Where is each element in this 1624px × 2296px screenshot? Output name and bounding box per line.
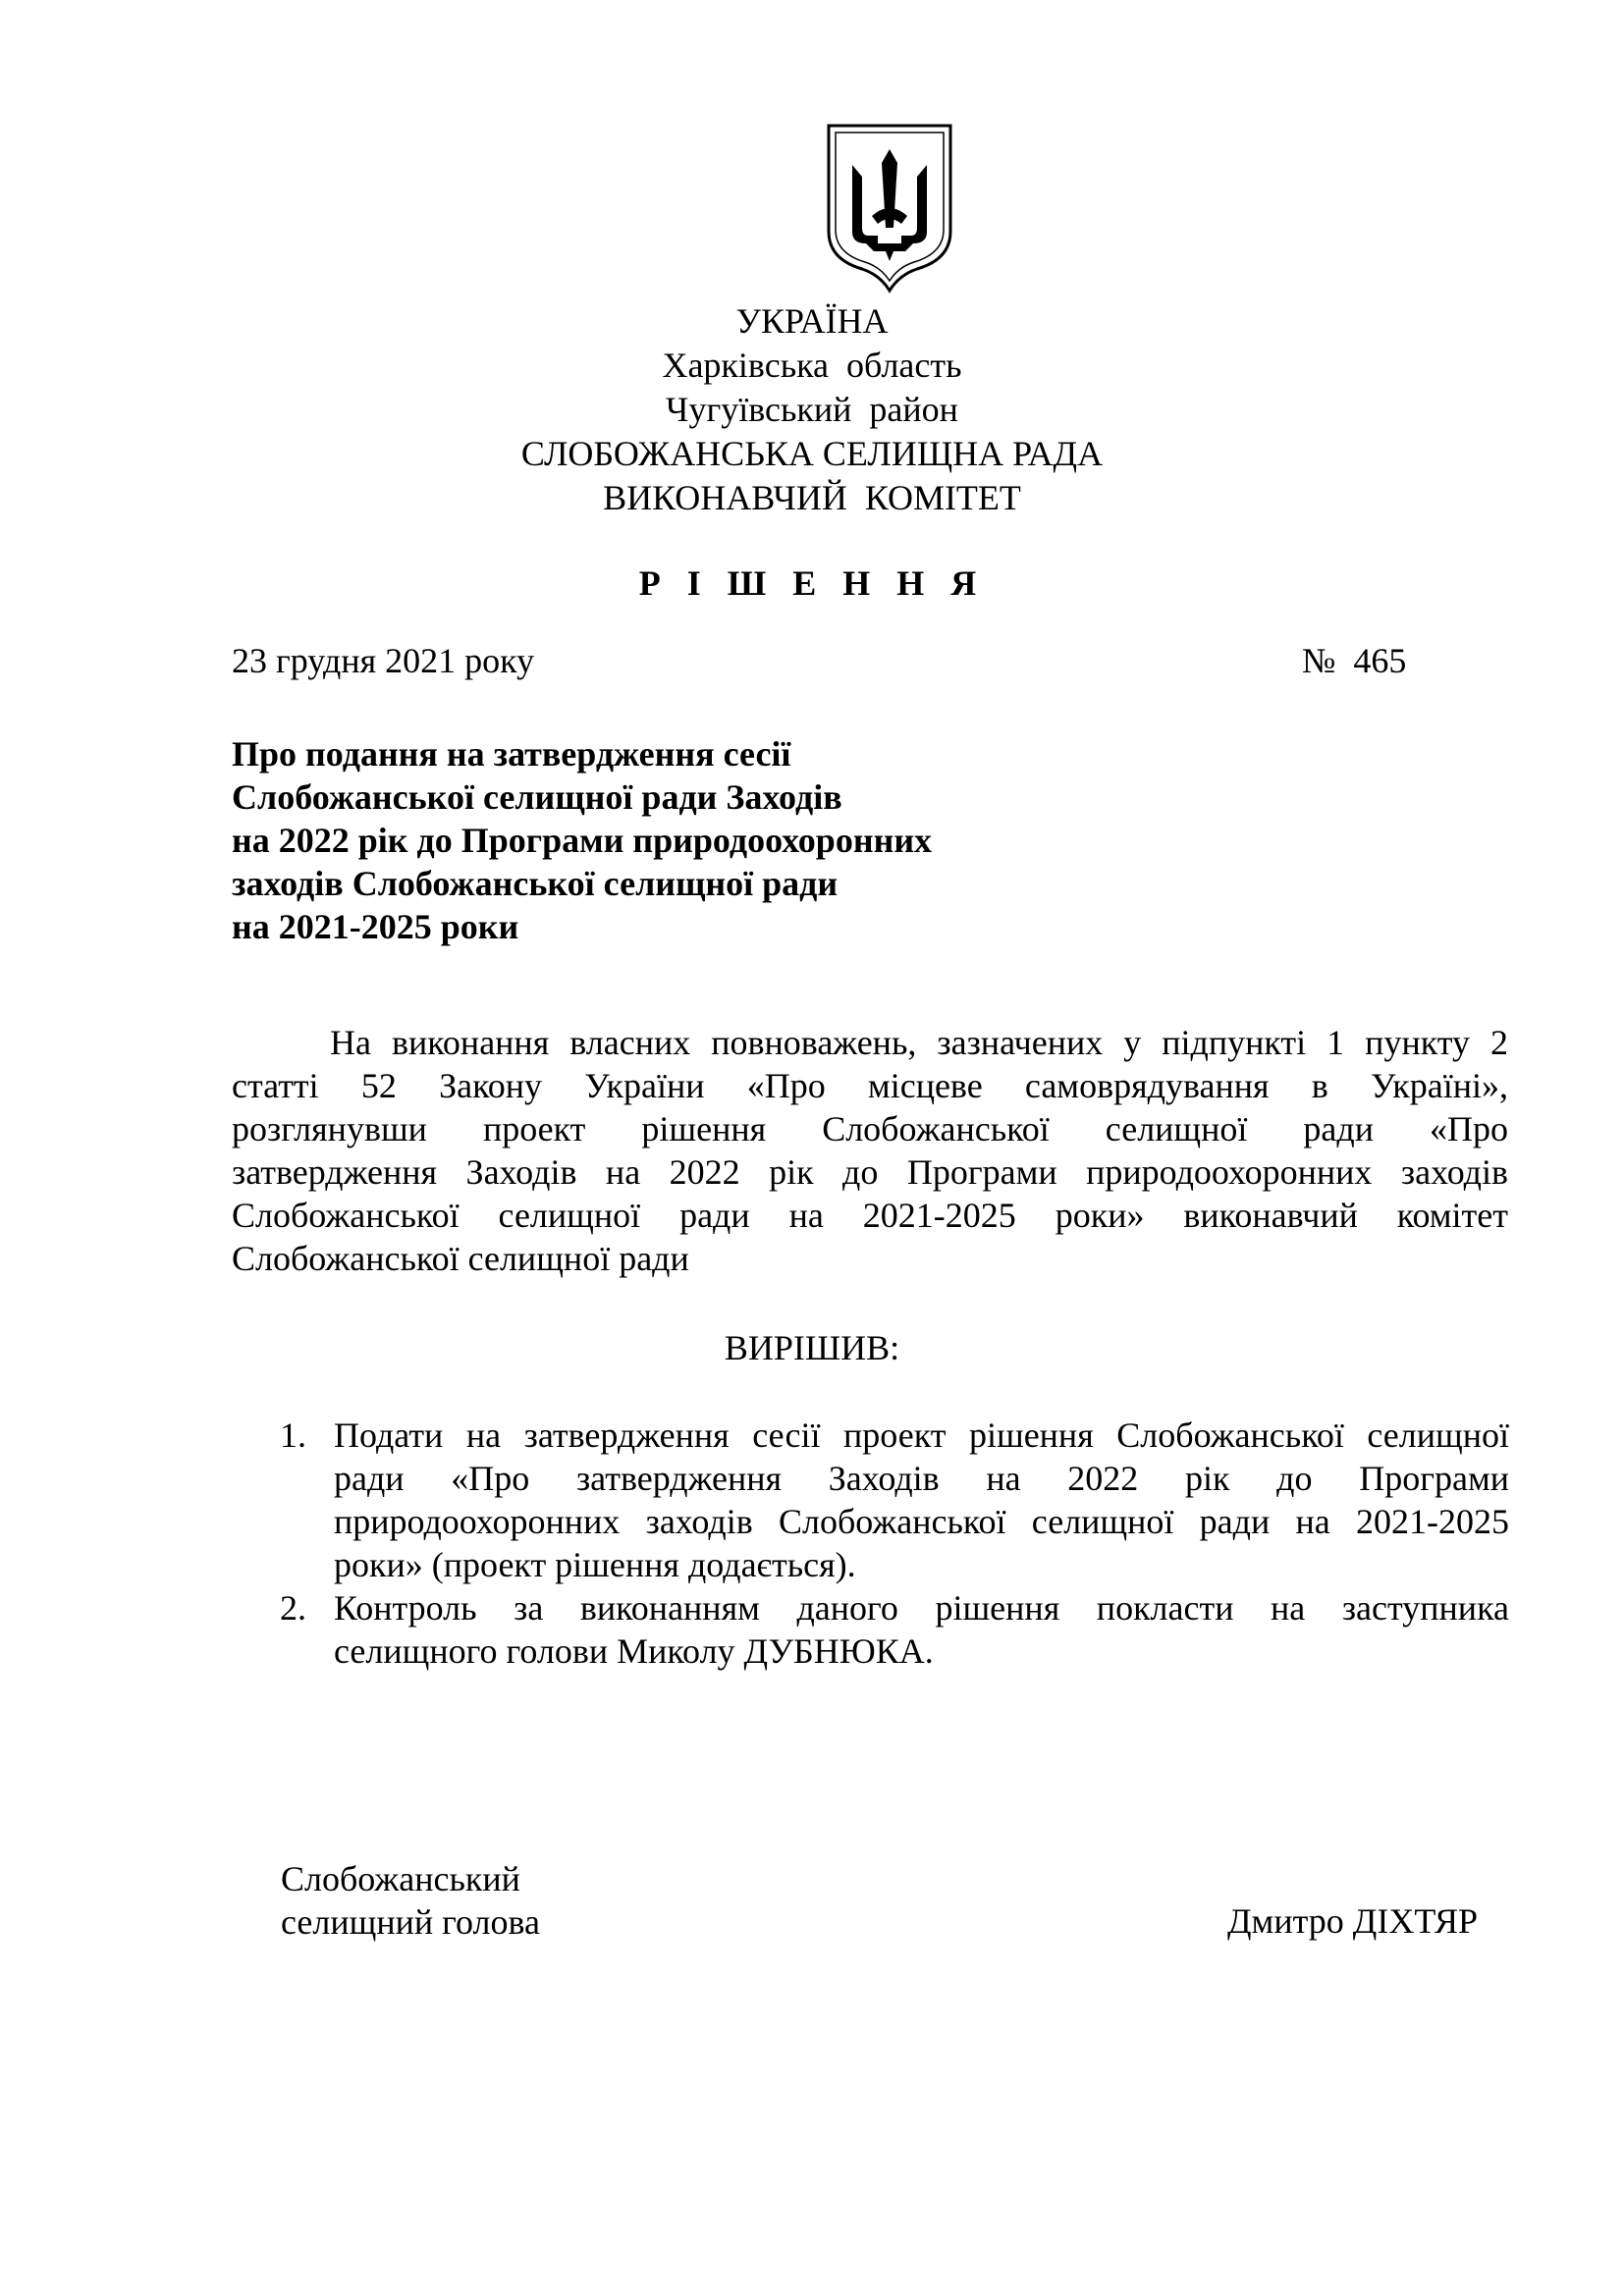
subject-line: заходів Слобожанської селищної ради <box>232 864 839 903</box>
preamble-line: На виконання власних повноважень, зазначених у підпункті 1 пункту 2 <box>330 1023 1508 1062</box>
subject-line: Слобожанської селищної ради Заходів <box>232 777 842 817</box>
signatory-position-line: Слобожанський <box>281 1859 520 1898</box>
list-item-number: 1. <box>280 1415 306 1455</box>
list-item-line: ради «Про затвердження Заходів на 2022 рік до Програми <box>334 1459 1509 1498</box>
preamble-line: затвердження Заходів на 2022 рік до Програми природоохоронних заходів <box>232 1152 1508 1192</box>
subject-line: на 2022 рік до Програми природоохоронних <box>232 821 933 860</box>
subject-line: Про подання на затвердження сесії <box>232 734 791 774</box>
list-item-line: селищного голови Миколу ДУБНЮКА. <box>334 1631 934 1671</box>
council-name: СЛОБОЖАНСЬКА СЕЛИЩНА РАДА <box>520 434 1104 473</box>
signatory-name: Дмитро ДІХТЯР <box>1227 1901 1478 1941</box>
coat-of-arms-trident-icon <box>823 122 956 294</box>
signatory-position-line: селищний голова <box>281 1902 541 1942</box>
decision-number: № 465 <box>1302 641 1407 680</box>
decision-date: 23 грудня 2021 року <box>232 641 535 680</box>
district-name: Чугуївський район <box>666 390 958 429</box>
list-item-line: роки» (проект рішення додається). <box>334 1545 856 1584</box>
list-item <box>280 1586 1509 1673</box>
resolved-heading: ВИРІШИВ: <box>724 1328 900 1367</box>
list-item <box>280 1414 1509 1586</box>
resolution-list <box>280 1414 1509 1673</box>
preamble-line: статті 52 Закону України «Про місцеве самоврядування в Україні», <box>232 1066 1508 1105</box>
decision-subject <box>232 732 932 948</box>
document-title: Р І Ш Е Н Н Я <box>638 563 986 603</box>
preamble-line: Слобожанської селищної ради <box>232 1239 689 1278</box>
preamble-line: розглянувши проект рішення Слобожанської селищної ради «Про <box>232 1109 1508 1148</box>
preamble-line: Слобожанської селищної ради на 2021-2025 роки» виконавчий комітет <box>232 1196 1508 1235</box>
country-name: УКРАЇНА <box>735 301 889 341</box>
list-item-number: 2. <box>280 1588 306 1628</box>
committee-name: ВИКОНАВЧИЙ КОМІТЕТ <box>603 478 1021 517</box>
header-block <box>0 299 1624 520</box>
list-item-line: Контроль за виконанням даного рішення покласти на заступника <box>334 1588 1509 1628</box>
list-item-line: Подати на затвердження сесії проект рішення Слобожанської селищної <box>334 1415 1509 1455</box>
subject-line: на 2021-2025 роки <box>232 907 519 946</box>
signatory-position <box>281 1857 540 1944</box>
list-item-line: природоохоронних заходів Слобожанської селищної ради на 2021-2025 <box>334 1502 1509 1541</box>
preamble-paragraph <box>232 1021 1508 1280</box>
region-name: Харківська область <box>662 346 962 385</box>
